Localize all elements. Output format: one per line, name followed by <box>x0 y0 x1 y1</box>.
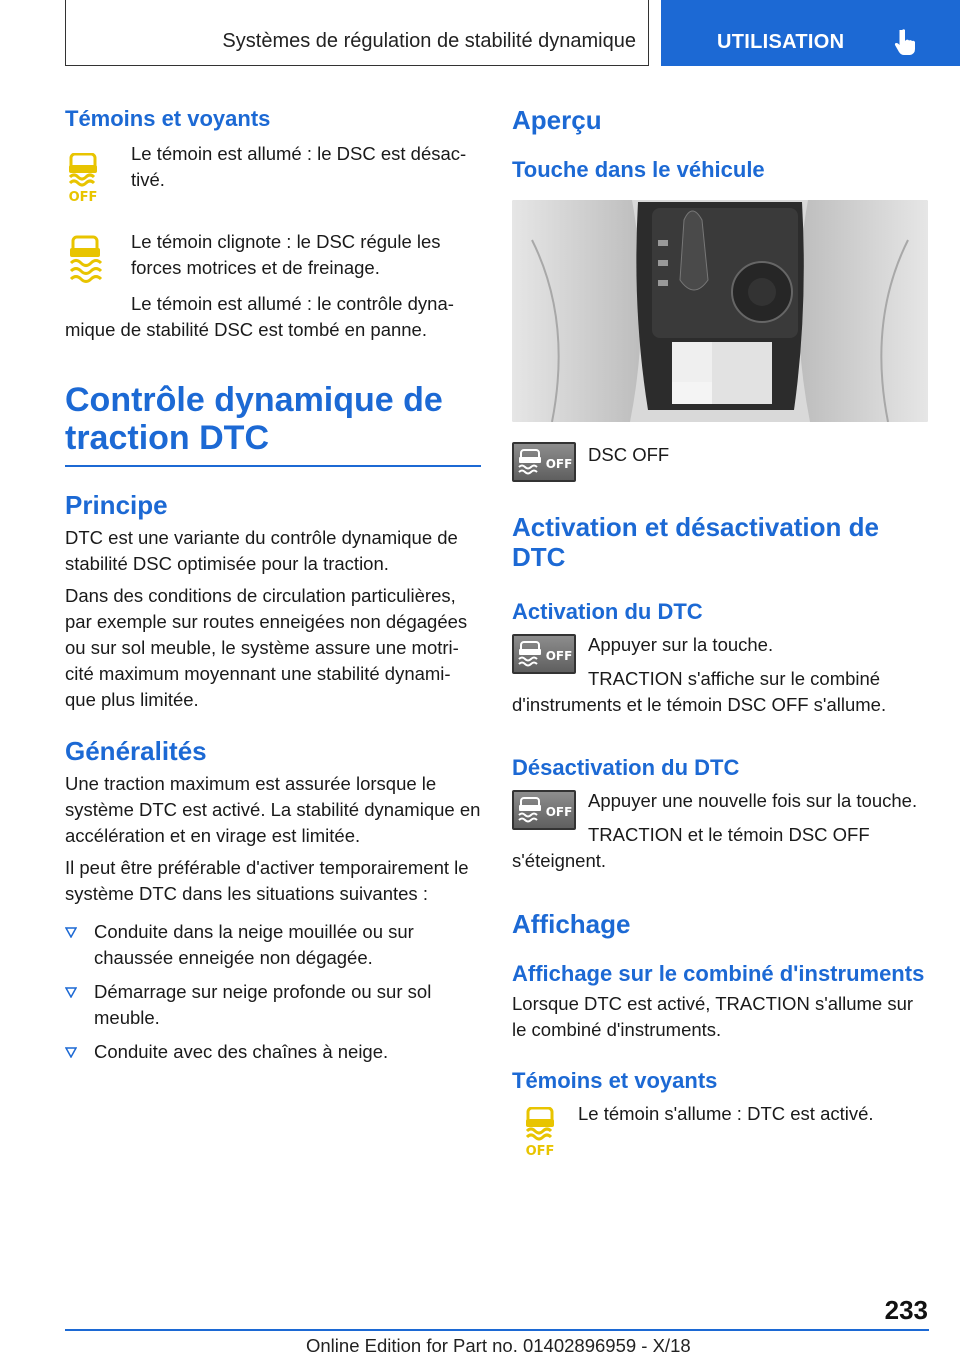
footer-edition: Online Edition for Part no. 01402896959 - X/18 <box>306 1335 691 1356</box>
principle-paragraph-1: DTC est une variante du contrôle dynamique de stabilité DSC optimisée pour la traction. <box>65 527 458 574</box>
footer-rule <box>65 1329 929 1331</box>
activate-paragraph-2: TRACTION s'affiche sur le combiné d'instruments et le témoin DSC OFF s'allume. <box>512 668 887 715</box>
deactivate-paragraph-1: Appuyer une nouvelle fois sur la touche. <box>588 790 918 811</box>
indicator-row-dsc-off <box>65 141 481 203</box>
principle-paragraph-2: Dans des conditions de circulation particulières, par exemple sur routes enneigées non dégagées ou sur sol meuble, le système assure une motri-cité maximum moyennant une stabilité dynami-que plus limitée. <box>65 585 468 710</box>
off-text: OFF <box>525 1144 555 1157</box>
dsc-off-button-icon <box>512 634 576 674</box>
off-text: OFF <box>545 649 573 663</box>
deactivate-paragraph-2: TRACTION et le témoin DSC OFF s'éteignent. <box>512 824 870 871</box>
indicator-text-1: Le témoin est allumé : le DSC est désac-tivé. <box>131 143 467 190</box>
triangle-bullet-icon <box>65 927 77 938</box>
center-console-photo <box>512 200 928 422</box>
general-paragraph-1: Une traction maximum est assurée lorsque le système DTC est activé. La stabilité dynamique en accélération et en virage est limitée. <box>65 773 481 846</box>
dtc-indicator-text: Le témoin s'allume : DTC est activé. <box>578 1103 874 1124</box>
section-rule <box>65 465 481 467</box>
list-item: Démarrage sur neige profonde ou sur sol meuble. <box>65 979 481 1031</box>
off-text: OFF <box>545 457 573 471</box>
hand-pointer-icon <box>891 27 921 57</box>
activation-title: Activation et désactivation de DTC <box>512 512 879 572</box>
dtc-active-warning-icon <box>522 1107 558 1157</box>
general-paragraph-2: Il peut être préférable d'activer temporairement le système DTC dans les situations suivantes : <box>65 857 469 904</box>
display-title: Affichage <box>512 909 631 939</box>
list-item: Conduite avec des chaînes à neige. <box>65 1039 481 1065</box>
dsc-off-button-icon <box>512 442 576 482</box>
display-subtitle: Affichage sur le combiné d'instruments <box>512 961 925 986</box>
triangle-bullet-icon <box>65 987 77 998</box>
page-number: 233 <box>884 1295 928 1325</box>
dsc-flashing-warning-icon <box>65 233 105 283</box>
indicators-title: Témoins et voyants <box>65 106 271 131</box>
button-in-vehicle-title: Touche dans le véhicule <box>512 157 765 182</box>
deactivate-dtc-title: Désactivation du DTC <box>512 755 740 780</box>
header-section-title: Systèmes de régulation de stabilité dynamique <box>222 30 636 52</box>
off-text: OFF <box>68 190 98 203</box>
dsc-off-button-row <box>512 442 928 486</box>
dtc-indicator-row <box>512 1101 928 1161</box>
dsc-off-warning-icon <box>65 153 101 203</box>
activate-paragraph-1: Appuyer sur la touche. <box>588 634 774 655</box>
off-text: OFF <box>545 805 573 819</box>
general-title: Généralités <box>65 736 207 766</box>
dtc-section-title: Contrôle dynamique de traction DTC <box>65 381 443 457</box>
overview-title: Aperçu <box>512 105 602 135</box>
center-console-illustration <box>512 200 928 422</box>
deactivate-row <box>512 788 928 818</box>
list-item: Conduite dans la neige mouillée ou sur chaussée enneigée non dégagée. <box>65 919 481 971</box>
indicator-row-dsc-flash <box>65 229 481 285</box>
indicator-text-3: Le témoin est allumé : le contrôle dyna-mique de stabilité DSC est tombé en panne. <box>65 293 454 340</box>
dsc-off-label: DSC OFF <box>588 444 670 465</box>
header-section-title-box <box>65 0 649 66</box>
indicator-text-2: Le témoin clignote : le DSC régule les forces motrices et de freinage. <box>131 231 441 278</box>
dsc-off-button-icon <box>512 790 576 830</box>
right-indicators-title: Témoins et voyants <box>512 1068 718 1093</box>
situations-list <box>65 919 481 1065</box>
left-column <box>65 100 481 1065</box>
header-chapter-label: UTILISATION <box>717 31 845 53</box>
activate-dtc-title: Activation du DTC <box>512 599 703 624</box>
display-paragraph: Lorsque DTC est activé, TRACTION s'allume sur le combiné d'instruments. <box>512 993 914 1040</box>
activate-row <box>512 632 928 662</box>
principle-title: Principe <box>65 490 168 520</box>
triangle-bullet-icon <box>65 1047 77 1058</box>
right-column <box>512 100 928 1161</box>
